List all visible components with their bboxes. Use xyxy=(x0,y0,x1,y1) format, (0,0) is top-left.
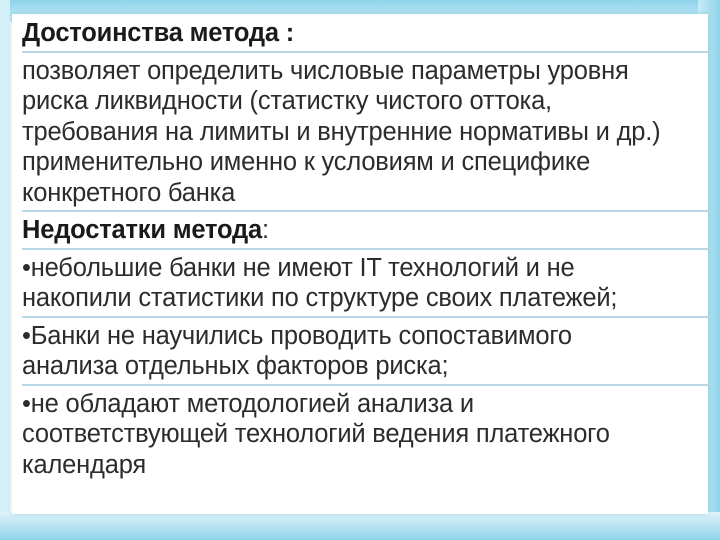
disadvantage-item xyxy=(22,253,712,314)
separator xyxy=(22,384,712,386)
disadvantage-item xyxy=(22,389,712,481)
advantages-text xyxy=(22,56,712,209)
slide-content xyxy=(22,18,712,480)
advantages-line: конкретного банка xyxy=(22,178,236,207)
disadvantage-line: календаря xyxy=(22,450,147,479)
advantages-heading: Достоинства метода : xyxy=(22,19,295,47)
separator xyxy=(22,316,712,318)
disadvantage-line: анализа отдельных факторов риска; xyxy=(22,352,449,380)
disadvantage-item xyxy=(22,321,712,382)
slide-frame-left xyxy=(0,0,10,540)
advantages-line: требования на лимиты и внутренние нормативы и др.) xyxy=(22,117,661,146)
disadvantage-line: •небольшие банки не имеют IT технологий и не xyxy=(22,253,575,282)
disadvantages-heading-colon: : xyxy=(261,216,269,244)
slide-frame-bottom xyxy=(0,512,720,540)
advantages-line: применительно именно к условиям и специфике xyxy=(22,148,591,176)
separator xyxy=(22,210,712,212)
disadvantage-line: •не обладают методологией анализа и xyxy=(22,389,474,418)
disadvantage-line: •Банки не научились проводить сопоставимого xyxy=(22,321,572,350)
disadvantage-line: соответствующей технологий ведения платежного xyxy=(22,420,610,448)
disadvantages-heading-label: Недостатки метода xyxy=(22,216,262,244)
slide-canvas xyxy=(12,14,708,514)
disadvantage-line: накопили статистики по структуре своих платежей; xyxy=(22,284,618,312)
advantages-line: позволяет определить числовые параметры уровня xyxy=(22,56,629,85)
disadvantages-heading xyxy=(22,215,712,246)
separator xyxy=(22,51,712,53)
advantages-line: риска ликвидности (статистку чистого оттока, xyxy=(22,87,552,115)
separator xyxy=(22,248,712,250)
